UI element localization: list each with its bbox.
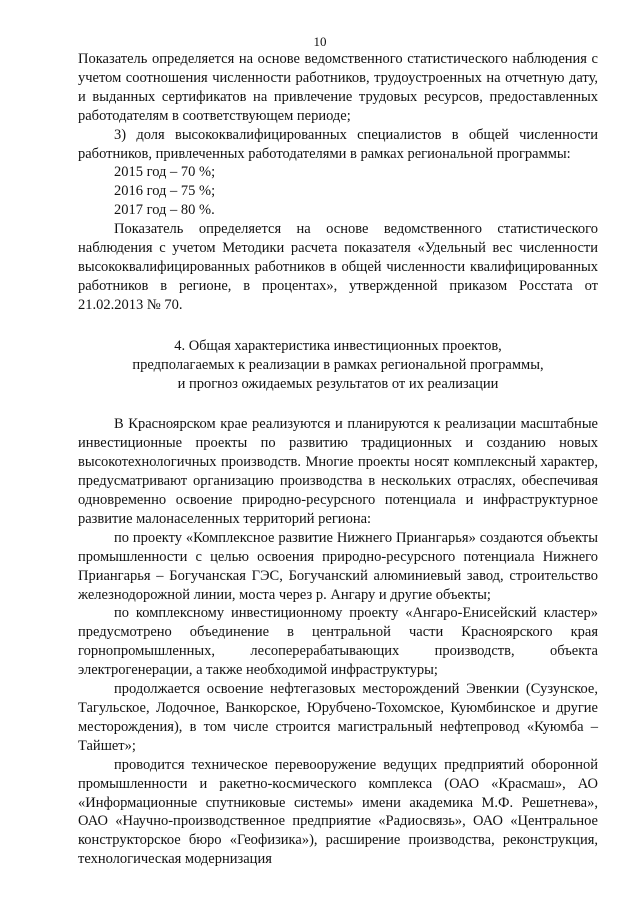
paragraph-investment-intro: В Красноярском крае реализуются и планируются к реализации масштабные инвестиционные проекты по развитию традиционных и созданию новых высокотехнологичных производств. Многие проекты носят комплексный характер, предусматривают организацию производства в нескольких отраслях, обеспечивая одновременно освоение природно-ресурсного потенциала и инфраструктурное развитие малонаселенных территорий региона: (78, 416, 598, 527)
heading-line-1: 4. Общая характеристика инвестиционных проектов, (174, 337, 502, 354)
page-number: 10 (313, 34, 327, 49)
paragraph-evenkia-oil-gas: продолжается освоение нефтегазовых месторождений Эвенкии (Сузунское, Тагульское, Лодочное, Ванкорское, Юрубчено-Тохомское, Куюмбинское и другие месторождения), в том числе строится магистральный нефтепровод «Куюмба – Тайшет»; (78, 681, 598, 754)
paragraph-indicator-method-2: Показатель определяется на основе ведомственного статистического наблюдения с учетом Методики расчета показателя «Удельный вес численности высококвалифицированных работников в общей численности квалифицированных работников в регионе, в процентах», утвержденной приказом Росстата от 21.02.2013 № 70. (78, 221, 598, 313)
paragraph-defense-modernization: проводится техническое перевооружение ведущих предприятий оборонной промышленности и ракетно-космического комплекса (ОАО «Красмаш», АО «Информационные спутниковые системы» имени академика М.Ф. Решетнева», ОАО «Научно-производственное предприятие «Радиосвязь», ОАО «Центральное конструкторское бюро «Геофизика»), расширение производства, реконструкция, технологическая модернизация (78, 756, 598, 868)
section-heading (78, 337, 598, 394)
heading-line-3: и прогноз ожидаемых результатов от их реализации (177, 375, 499, 392)
document-body (78, 50, 598, 869)
target-value-2016: 2016 год – 75 %; (114, 183, 216, 200)
paragraph-indicator-3: 3) доля высококвалифицированных специалистов в общей численности работников, привлеченных работодателями в рамках региональной программы: (78, 126, 598, 162)
heading-line-2: предполагаемых к реализации в рамках региональной программы, (132, 356, 544, 373)
target-value-2017: 2017 год – 80 %. (114, 202, 215, 219)
paragraph-lower-angara: по проекту «Комплексное развитие Нижнего Приангарья» создаются объекты промышленности с целью освоения природно-ресурсного потенциала Нижнего Приангарья – Богучанская ГЭС, Богучанский алюминиевый завод, строительство железнодорожной линии, моста через р. Ангару и другие объекты; (78, 529, 598, 603)
paragraph-angara-yenisei-cluster: по комплексному инвестиционному проекту «Ангаро-Енисейский кластер» предусмотрено объединение в центральной части Красноярского края горнопромышленных, лесоперерабатывающих производств, объекта электрогенерации, а также необходимой инфраструктуры; (78, 605, 598, 679)
paragraph-indicator-method-1: Показатель определяется на основе ведомственного статистического наблюдения с учетом соотношения численности работников, трудоустроенных на отчетную дату, и выданных сертификатов на привлечение трудовых ресурсов, предоставленных работодателям в соответствующем периоде; (78, 51, 598, 124)
target-value-2015: 2015 год – 70 %; (114, 164, 216, 181)
